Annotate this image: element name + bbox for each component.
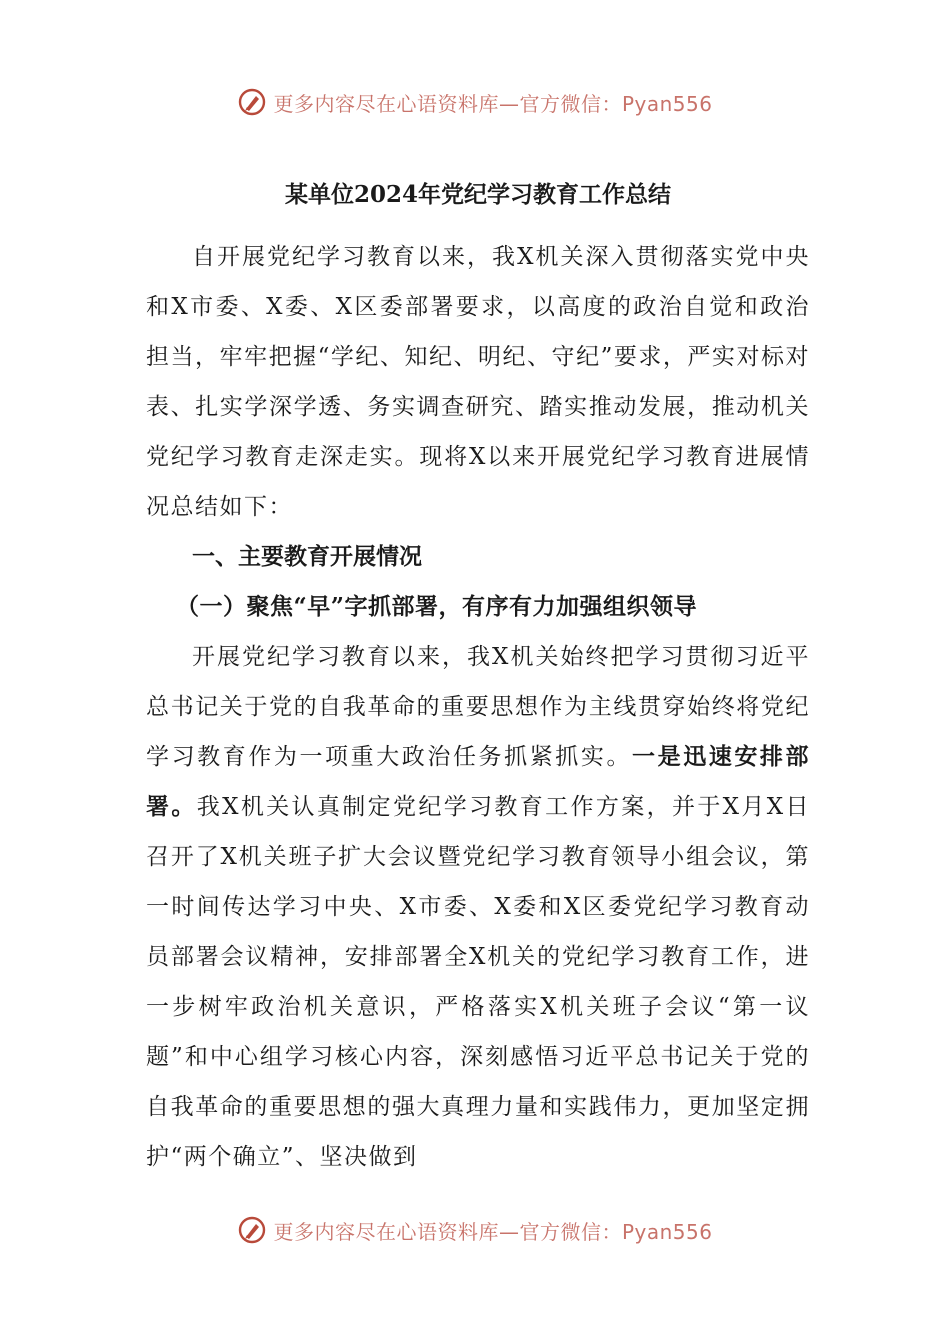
pen-nib-circle-icon xyxy=(237,87,267,117)
document-title: 某单位2024年党纪学习教育工作总结 xyxy=(284,181,671,208)
paragraph-text: 开展党纪学习教育以来，我X机关始终把学习贯彻习近平总书记关于党的自我革命的重要思想作为主线贯穿始终将党纪学习教育作为一项重大政治任务抓紧抓实。 xyxy=(146,644,810,770)
footer-banner-text: 更多内容尽在心语资料库—官方微信：Pyan556 xyxy=(273,1219,713,1244)
header-banner-text: 更多内容尽在心语资料库—官方微信：Pyan556 xyxy=(273,91,713,116)
subsection-heading: （一）聚焦“早”字抓部署，有序有力加强组织领导 xyxy=(176,593,697,620)
header-banner xyxy=(0,82,950,122)
paragraph-lead-phrase: 一是迅速安排部署。 xyxy=(146,743,811,820)
section-heading: 一、主要教育开展情况 xyxy=(192,543,422,570)
footer-banner xyxy=(0,1210,950,1250)
intro-paragraph: 自开展党纪学习教育以来，我X机关深入贯彻落实党中央和X市委、X委、X区委部署要求，以高度的政治自觉和政治担当，牢牢把握“学纪、知纪、明纪、守纪”要求，严实对标对表、扎实学深学透、务实调查研究、踏实推动发展，推动机关党纪学习教育走深走实。现将X以来开展党纪学习教育进展情况总结如下： xyxy=(146,244,810,520)
paragraph-text: 我X机关认真制定党纪学习教育工作方案，并于X月X日召开了X机关班子扩大会议暨党纪学习教育领导小组会议，第一时间传达学习中央、X市委、X委和X区委党纪学习教育动员部署会议精神，安排部署全X机关的党纪学习教育工作，进一步树牢政治机关意识，严格落实X机关班子会议“第一议题”和中心组学习核心内容，深刻感悟习近平总书记关于党的自我革命的重要思想的强大真理力量和实践伟力，更加坚定拥护“两个确立”、坚决做到 xyxy=(146,794,811,1170)
pen-nib-circle-icon xyxy=(237,1215,267,1245)
body-paragraph xyxy=(146,632,810,1182)
document-body xyxy=(146,170,810,1182)
